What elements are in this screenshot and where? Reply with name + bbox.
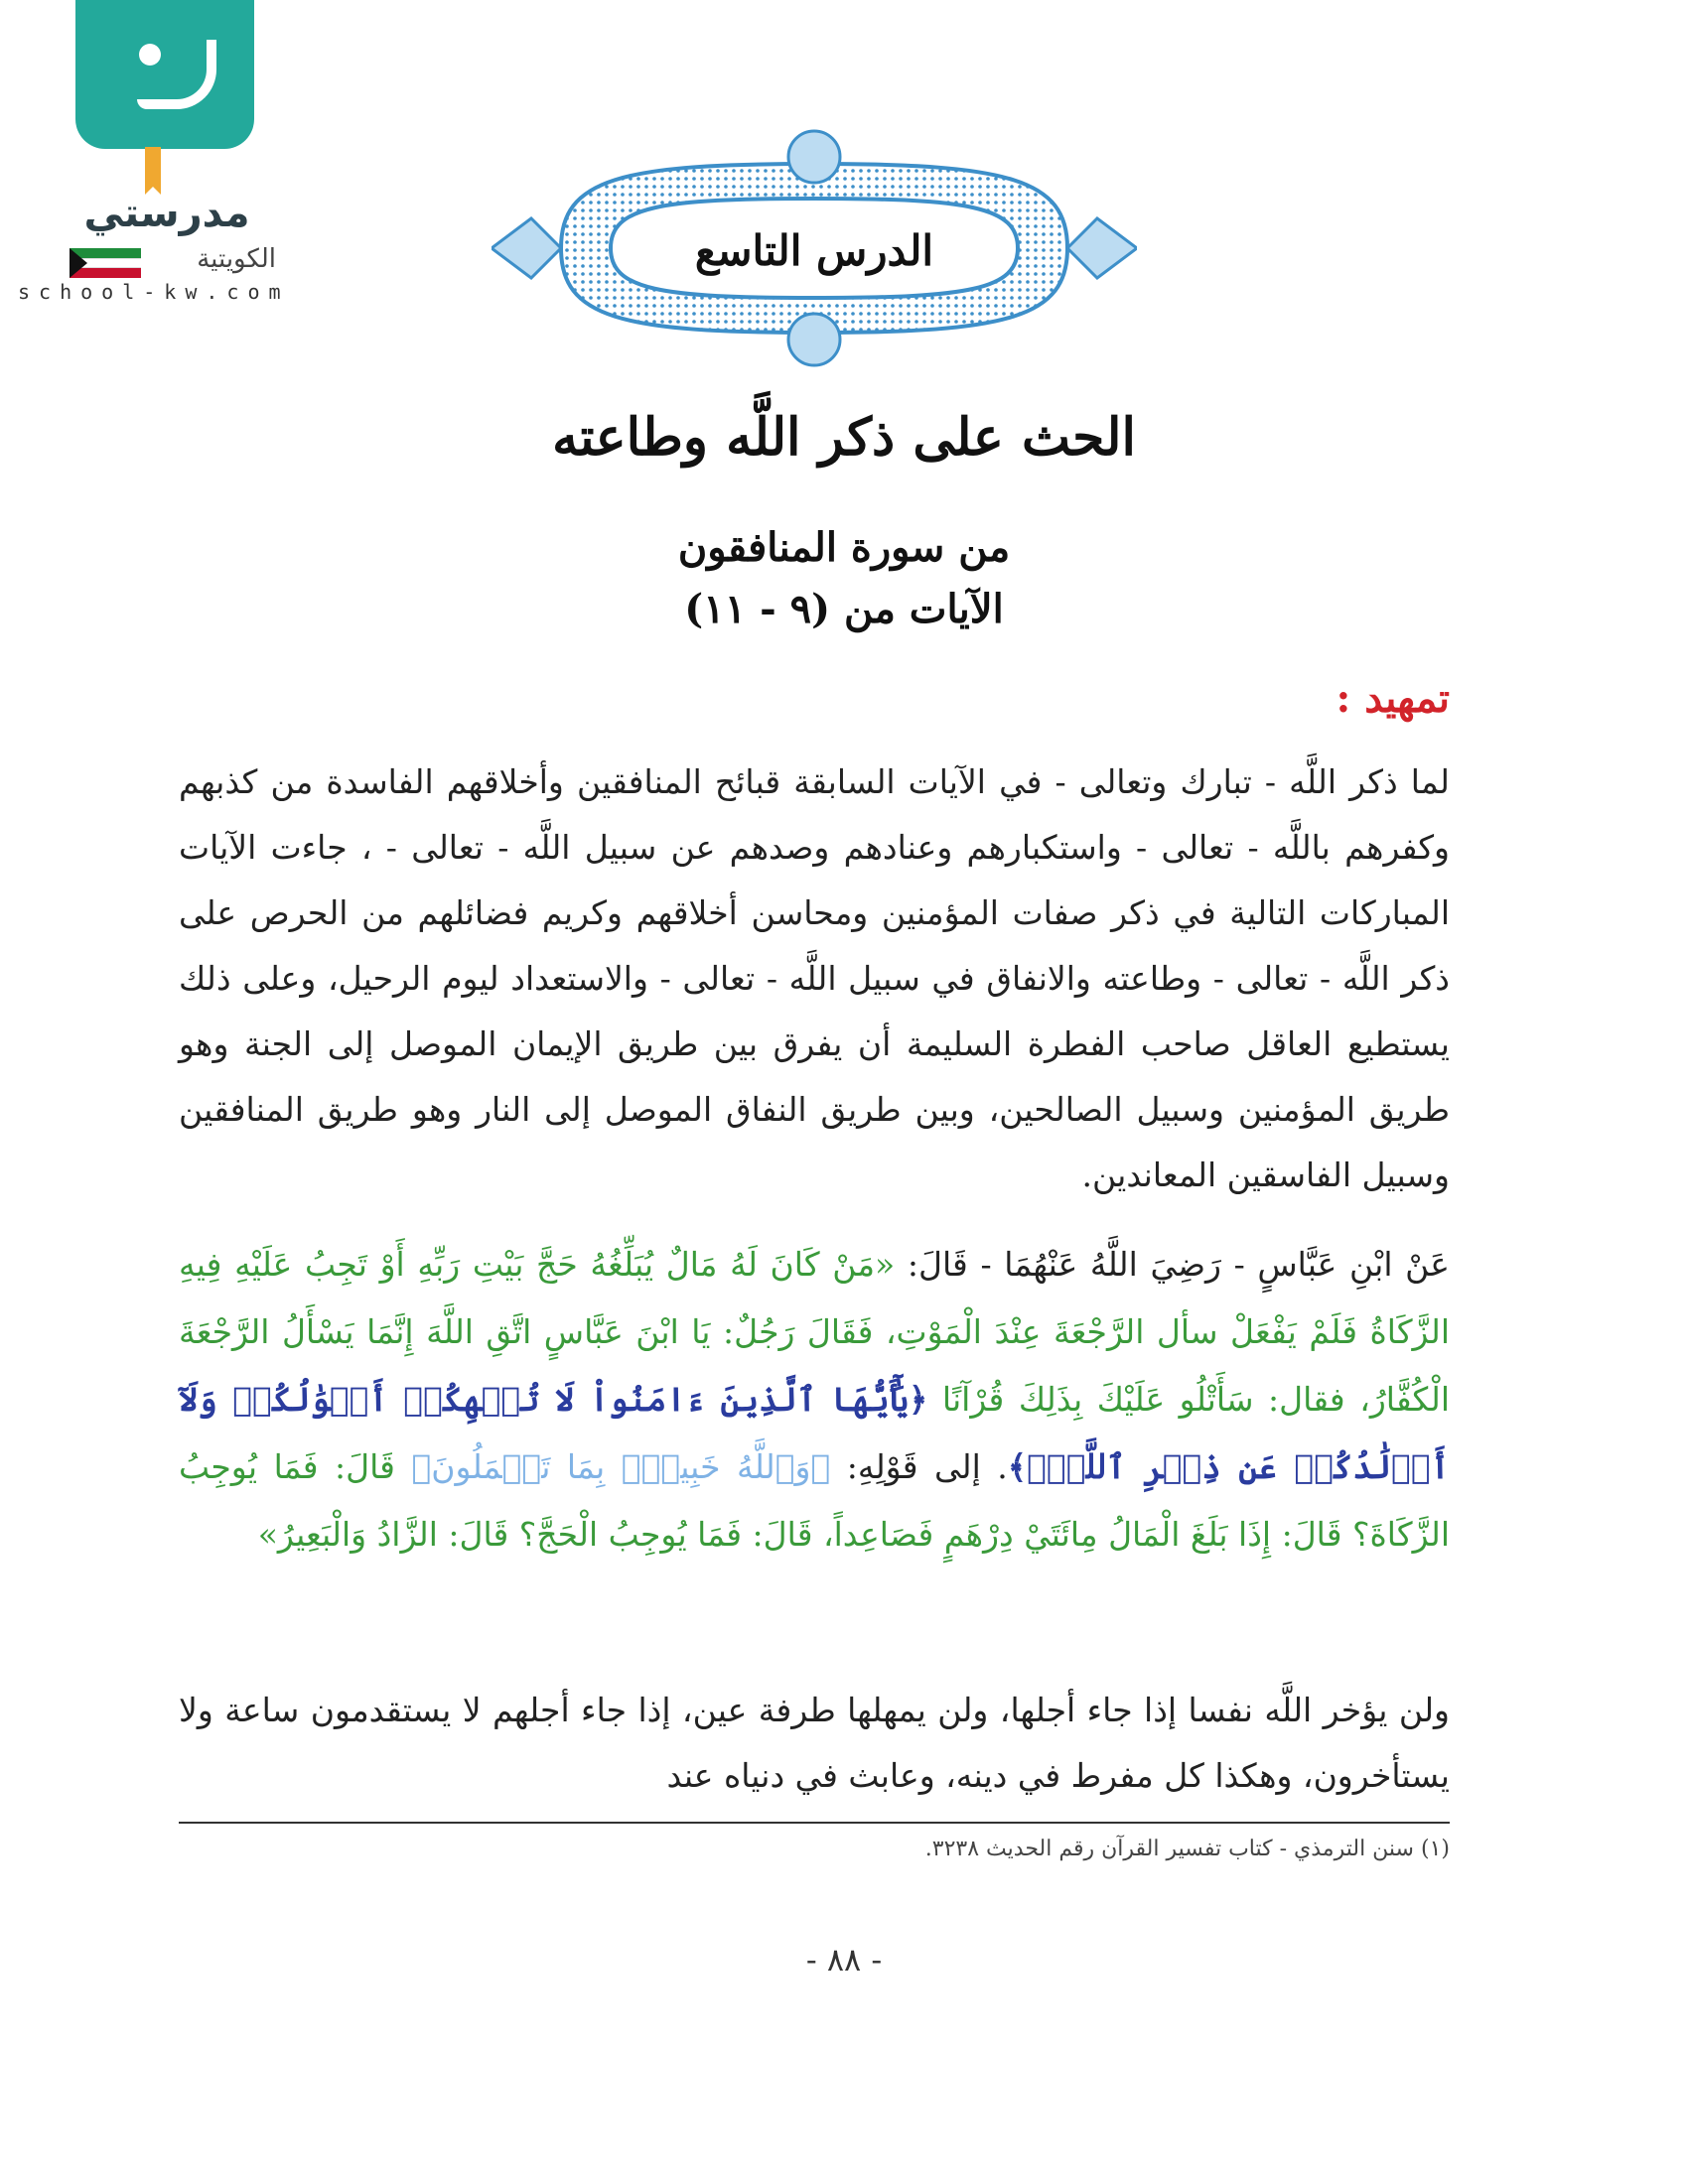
site-logo (18, 0, 316, 304)
intro-paragraph: لما ذكر اللَّه - تبارك وتعالى - في الآيات السابقة قبائح المنافقين وأخلاقهم الفاسدة من كذبهم وكفرهم باللَّه - تعالى - واستكبارهم وعنادهم وصدهم عن سبيل اللَّه - تعالى - ، جاءت الآيات المباركات التالية في ذكر صفات المؤمنين ومحاسن أخلاقهم وكريم فضائلهم من الحرص على ذكر اللَّه - تعالى - وطاعته والانفاق في سبيل اللَّه - تعالى - والاستعداد ليوم الرحيل، وعلى ذلك يستطيع العاقل صاحب الفطرة السليمة أن يفرق بين طريق الإيمان الموصل إلى الجنة وهو طريق المؤمنين وسبيل الصالحين، وبين طريق النفاق الموصل إلى النار وهو طريق المنافقين وسبيل الفاسقين المعاندين. (179, 762, 1450, 1194)
logo-url: school-kw.com (18, 280, 290, 304)
kuwait-flag-icon (70, 248, 141, 278)
hadith-paragraph (179, 1231, 1450, 1569)
page-number: - ٨٨ - (805, 1941, 883, 1979)
lesson-main-title: الحث على ذكر اللَّه وطاعته (552, 407, 1136, 468)
hadith-connector: . إلى قَوْلِهِ: (830, 1447, 1008, 1486)
hadith-text-part1: «مَنْ كَانَ لَهُ مَالٌ يُبَلِّغُهُ حَجَّ بَيْتِ رَبِّهِ أَوْ تَجِبُ عَلَيْهِ فِيهِ الزَّكَاةُ فَلَمْ يَفْعَلْ سأل الرَّجْعَةَ عِنْدَ الْمَوْتِ، فَقَالَ رَجُلٌ: يَا ابْنَ عَبَّاسٍ اتَّقِ اللَّهَ إِنَّمَا يَسْأَلُ الرَّجْعَةَ الْكُفَّارُ، فقال: سَأَتْلُو عَلَيْكَ بِذَلِكَ قُرْآنًا (179, 1245, 1450, 1419)
intro-heading: تمهيد : (1336, 675, 1450, 722)
quran-verse-1: ﴿يَٰٓأَيُّهَا ٱلَّذِينَ ءَامَنُواْ لَا تُلۡهِكُمۡ أَمۡوَٰلُكُمۡ وَلَآ أَوۡلَٰدُكُمۡ عَن ذِكۡرِ ٱللَّهِۚ﴾ (179, 1380, 1450, 1486)
logo-subtitle: الكويتية (197, 244, 276, 274)
lesson-number-title: الدرس التاسع (694, 226, 934, 275)
quran-verse-2: ﴿وَٱللَّهُ خَبِيرُۢ بِمَا تَعۡمَلُونَ﴾ (411, 1447, 831, 1486)
hadith-text-part2: قَالَ: فَمَا يُوجِبُ الزَّكَاةَ؟ قَالَ: إِذَا بَلَغَ الْمَالُ مِائَتَيْ دِرْهَمٍ فَصَاعِداً، قَالَ: فَمَا يُوجِبُ الْحَجَّ؟ قَالَ: الزَّادُ وَالْبَعِيرُ» (179, 1447, 1450, 1554)
verse-range: الآيات من (٩ - ١١) (684, 586, 1004, 632)
logo-icon (75, 0, 254, 149)
bookmark-icon (145, 147, 161, 187)
lesson-title-frame (492, 119, 1137, 377)
footnote: (١) سنن الترمذي - كتاب تفسير القرآن رقم الحديث ٣٢٣٨. (924, 1837, 1450, 1861)
footnote-divider (179, 1822, 1450, 1824)
closing-paragraph: ولن يؤخر اللَّه نفسا إذا جاء أجلها، ولن يمهلها طرفة عين، إذا جاء أجلهم لا يستقدمون ساعة ولا يستأخرون، وهكذا كل مفرط في دينه، وعابث في دنياه عند (179, 1691, 1450, 1795)
logo-name: مدرستي (83, 191, 250, 236)
hadith-narrator: عَنْ ابْنِ عَبَّاسٍ - رَضِيَ اللَّهُ عَنْهُمَا - قَالَ: (895, 1245, 1450, 1284)
surah-name: من سورة المنافقون (677, 524, 1011, 571)
